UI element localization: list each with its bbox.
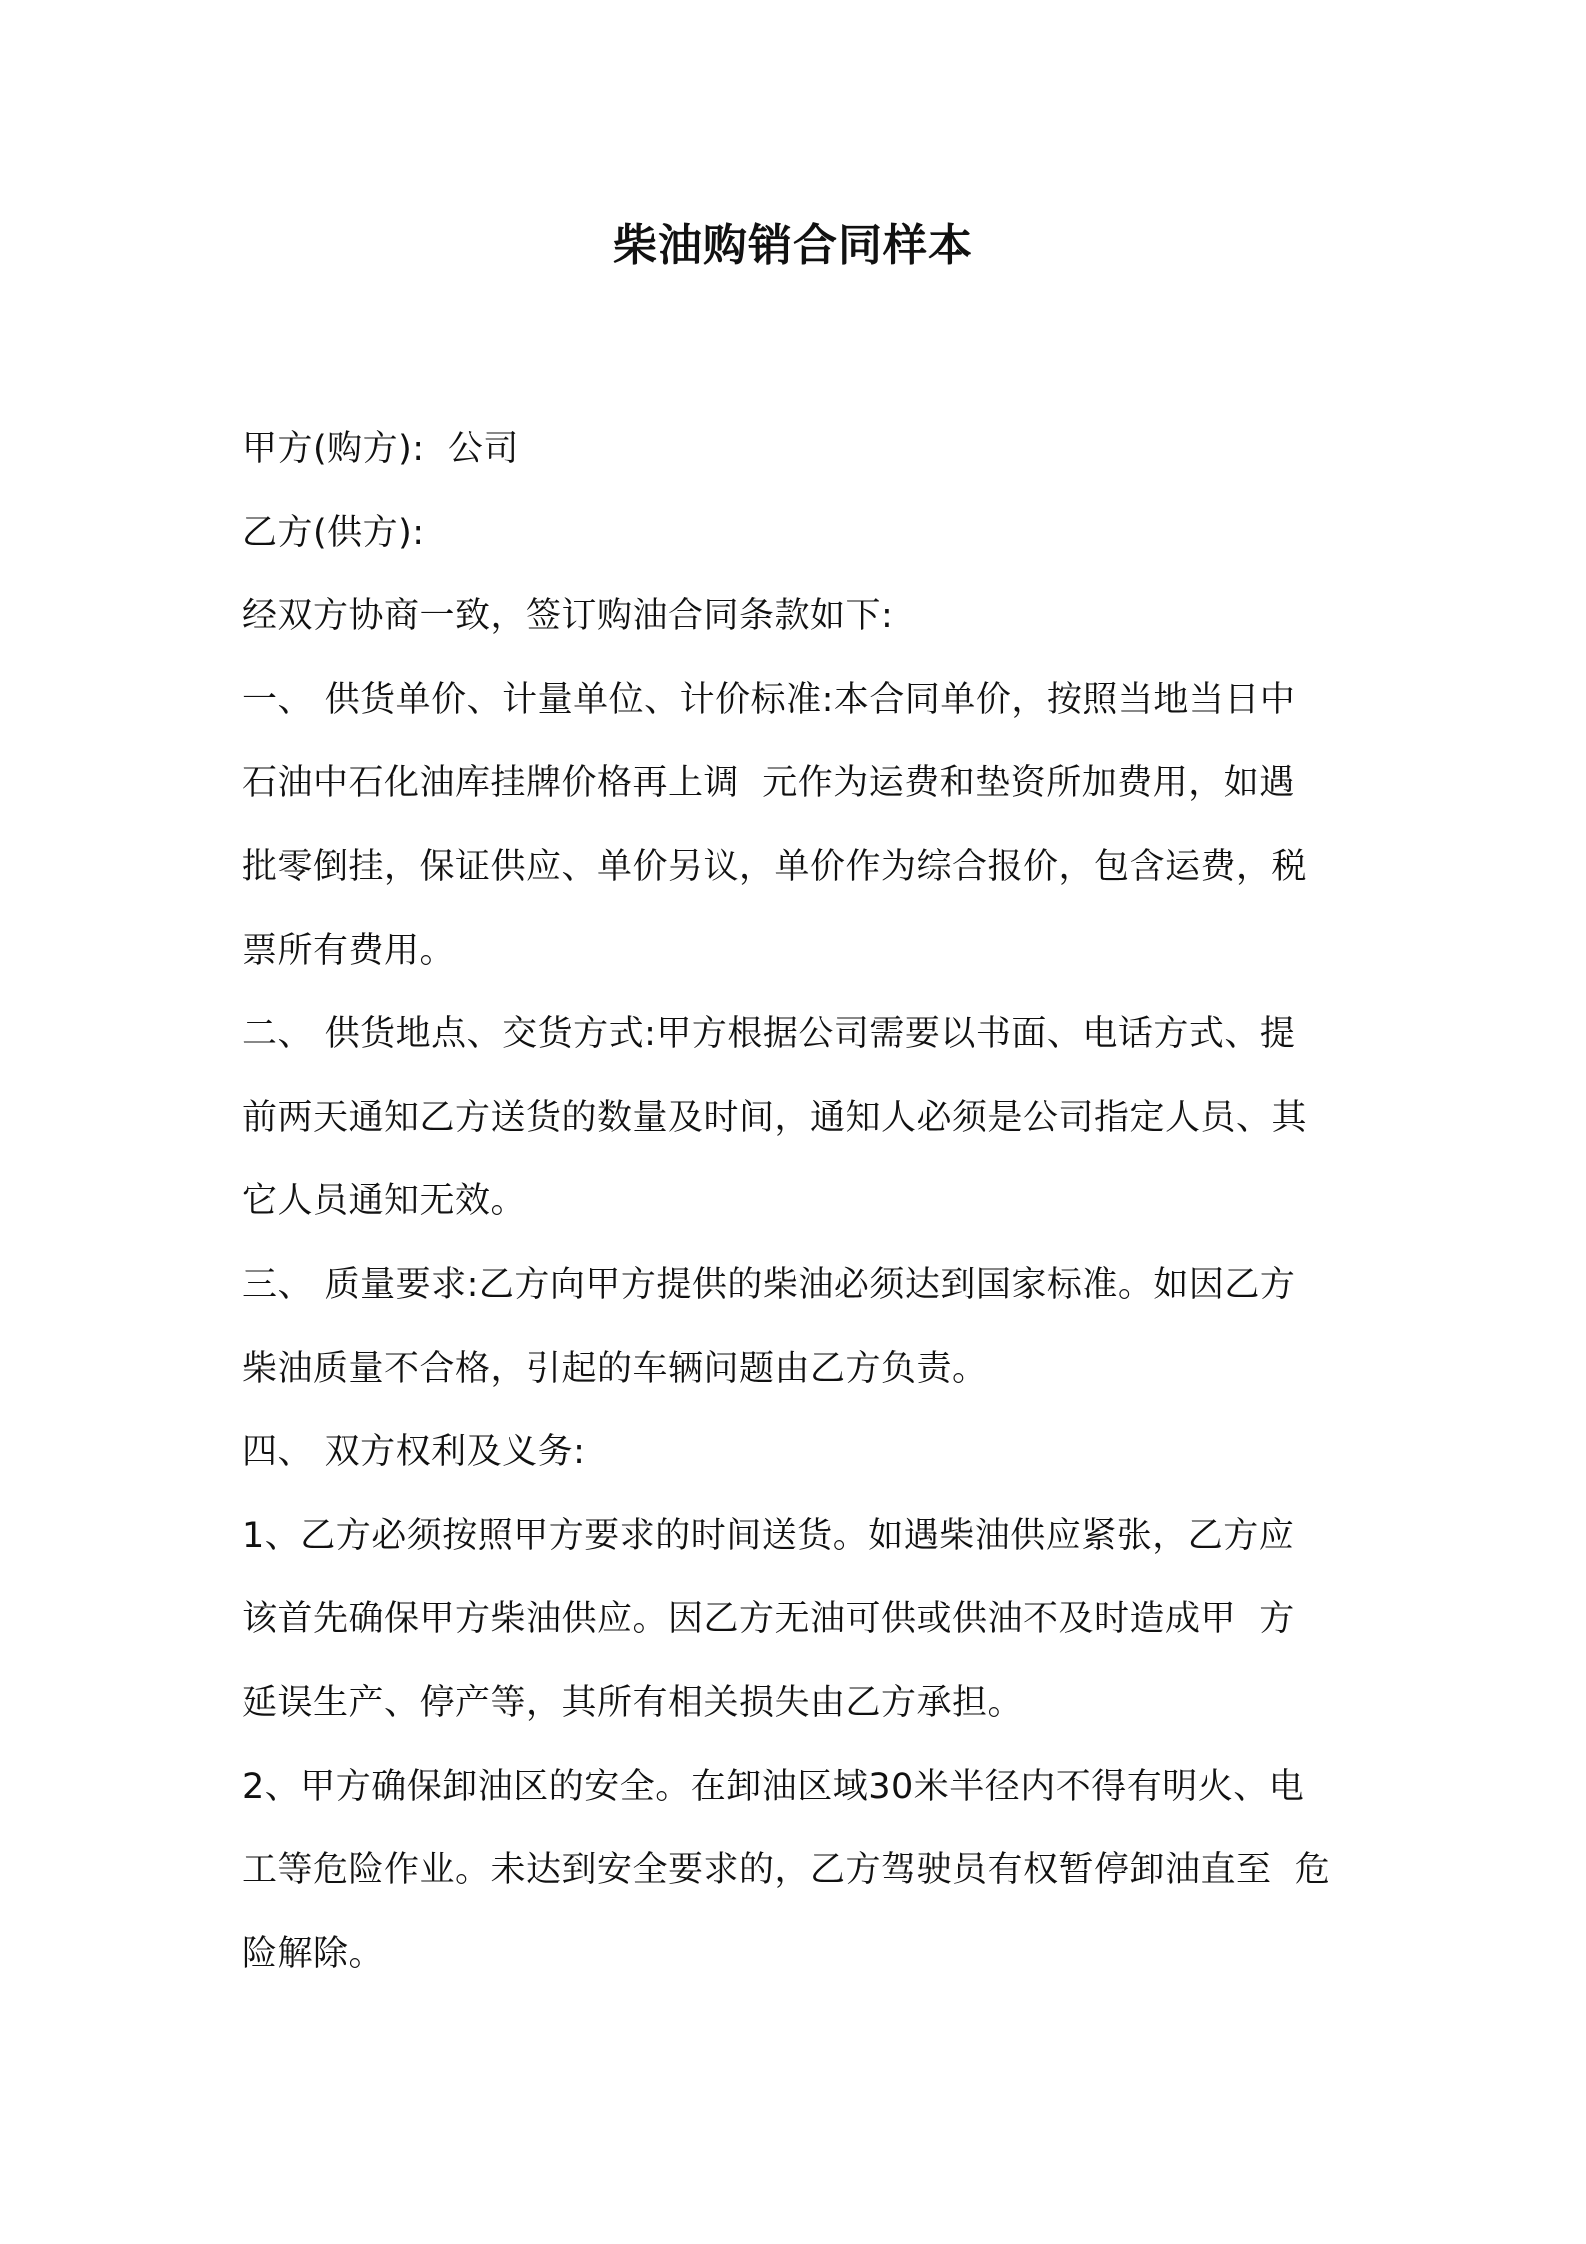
clause-1-line-2: 石油中石化油库挂牌价格再上调 元作为运费和垫资所加费用，如遇 — [242, 763, 1295, 804]
clause-1-line-1: 一、 供货单价、计量单位、计价标准:本合同单价，按照当地当日中 — [242, 679, 1296, 720]
clause-4-item-2-line-2: 工等危险作业。未达到安全要求的，乙方驾驶员有权暂停卸油直至 危 — [242, 1850, 1331, 1891]
document-body — [242, 408, 1352, 1996]
clause-4-item-2-line-3: 险解除。 — [242, 1933, 385, 1974]
clause-1-line-4: 票所有费用。 — [242, 930, 456, 971]
clause-4-item-1-line-3: 延误生产、停产等，其所有相关损失由乙方承担。 — [242, 1682, 1024, 1723]
clause-3-line-2: 柴油质量不合格，引起的车辆问题由乙方负责。 — [242, 1348, 988, 1389]
clause-3-line-1: 三、 质量要求:乙方向甲方提供的柴油必须达到国家标准。如因乙方 — [242, 1264, 1296, 1305]
clause-2-line-3: 它人员通知无效。 — [242, 1181, 527, 1222]
clause-4-item-1-line-2: 该首先确保甲方柴油供应。因乙方无油可供或供油不及时造成甲 方 — [242, 1599, 1295, 1640]
party-a-line: 甲方(购方): 公司 — [242, 429, 519, 469]
clause-4-heading: 四、 双方权利及义务: — [242, 1432, 586, 1473]
clause-1-line-3: 批零倒挂，保证供应、单价另议，单价作为综合报价，包含运费，税 — [242, 846, 1308, 887]
intro-line: 经双方协商一致，签订购油合同条款如下: — [242, 596, 894, 637]
clause-4-item-2-line-1: 2、甲方确保卸油区的安全。在卸油区域30米半径内不得有明火、电 — [242, 1766, 1305, 1807]
clause-2-line-1: 二、 供货地点、交货方式:甲方根据公司需要以书面、电话方式、提 — [242, 1014, 1296, 1055]
document-title: 柴油购销合同样本 — [613, 220, 973, 271]
clause-4-item-1-line-1: 1、乙方必须按照甲方要求的时间送货。如遇柴油供应紧张，乙方应 — [242, 1515, 1295, 1556]
party-b-line: 乙方(供方): — [242, 512, 425, 553]
clause-2-line-2: 前两天通知乙方送货的数量及时间，通知人必须是公司指定人员、其 — [242, 1097, 1308, 1138]
